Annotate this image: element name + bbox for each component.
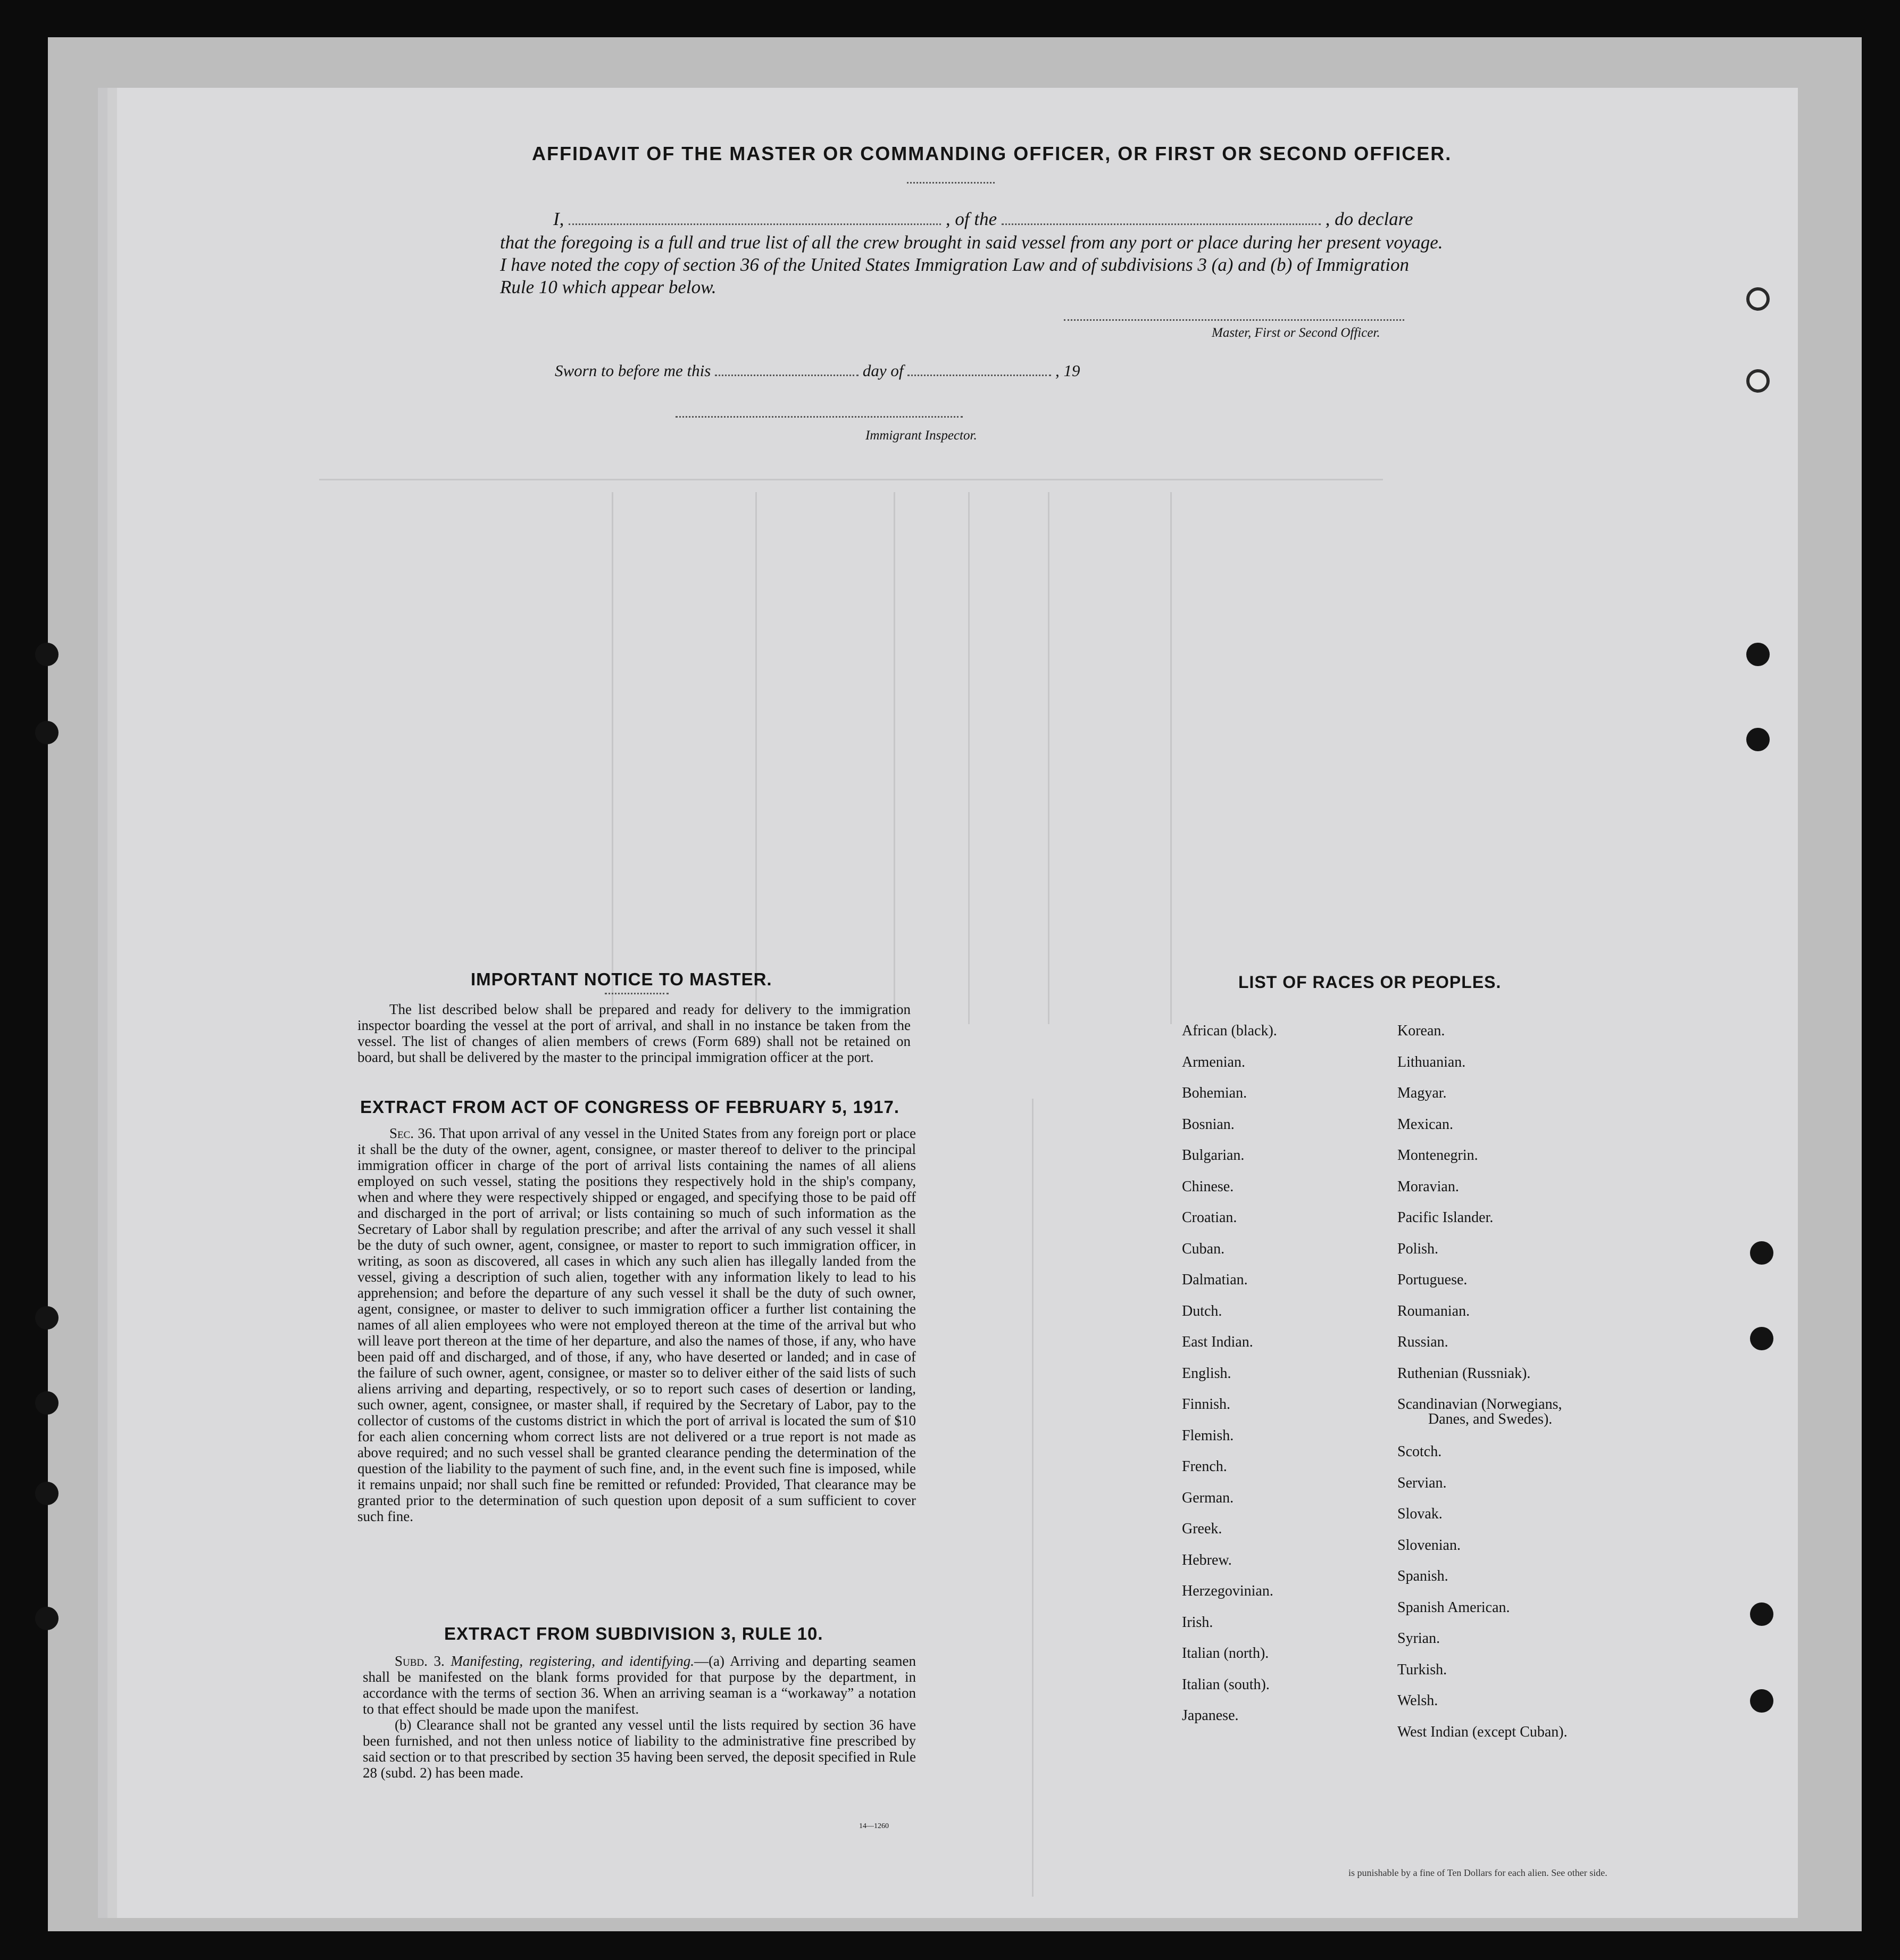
- race-entry: Mexican.: [1397, 1116, 1453, 1133]
- right-binder-hole: [1746, 728, 1770, 751]
- race-entry: Herzegovinian.: [1182, 1583, 1273, 1599]
- of-the-text: , of the: [945, 209, 997, 229]
- right-binder-hole: [1746, 643, 1770, 666]
- race-entry: African (black).: [1182, 1023, 1277, 1039]
- left-binder-hole: [35, 643, 59, 666]
- race-entry: Chinese.: [1182, 1178, 1234, 1195]
- inspector-caption: Immigrant Inspector.: [865, 428, 977, 443]
- race-entry: Italian (south).: [1182, 1676, 1270, 1693]
- affidavit-line-2: that the foregoing is a full and true list of all the crew brought in said vessel from any port or place during her present voyage.: [500, 232, 1443, 253]
- race-entry: Armenian.: [1182, 1053, 1245, 1070]
- sworn-day-text: day of: [862, 361, 904, 380]
- race-entry: Spanish American.: [1397, 1599, 1510, 1616]
- race-entry: Pacific Islander.: [1397, 1209, 1494, 1226]
- race-entry: East Indian.: [1182, 1334, 1253, 1350]
- races-heading: LIST OF RACES OR PEOPLES.: [1238, 973, 1502, 992]
- ghost-rule: [968, 492, 970, 1024]
- right-binder-hole: [1746, 287, 1770, 311]
- title-underline: [907, 182, 995, 184]
- race-entry: Bohemian.: [1182, 1085, 1247, 1101]
- master-signature-caption: Master, First or Second Officer.: [1212, 326, 1380, 340]
- race-entry: Hebrew.: [1182, 1551, 1232, 1568]
- inspector-signature-line[interactable]: [676, 416, 963, 418]
- race-entry: Welsh.: [1397, 1692, 1438, 1709]
- race-entry: Portuguese.: [1397, 1272, 1468, 1288]
- right-binder-hole: [1750, 1327, 1773, 1350]
- race-entry: English.: [1182, 1365, 1231, 1382]
- race-entry: West Indian (except Cuban).: [1397, 1723, 1568, 1740]
- affidavit-title: AFFIDAVIT OF THE MASTER OR COMMANDING OFFICER, OR FIRST OR SECOND OFFICER.: [532, 143, 1452, 164]
- ghost-rule: [319, 479, 1383, 480]
- race-entry: Bosnian.: [1182, 1116, 1235, 1133]
- subd-3-paragraph-a: [363, 1653, 916, 1717]
- ghost-rule: [1048, 492, 1049, 1024]
- race-entry: Syrian.: [1397, 1630, 1440, 1647]
- race-entry: Scandinavian (Norwegians,: [1397, 1396, 1562, 1413]
- race-entry: Spanish.: [1397, 1568, 1448, 1584]
- subd-label: Subd. 3.: [395, 1653, 445, 1669]
- sworn-prefix: Sworn to before me this: [555, 361, 711, 380]
- declarant-prefix: I,: [553, 209, 564, 229]
- races-right-column: [1397, 1023, 1568, 1755]
- left-binder-hole: [35, 1482, 59, 1505]
- race-entry: Korean.: [1397, 1023, 1445, 1039]
- ghost-rule: [612, 492, 613, 1024]
- race-entry: Finnish.: [1182, 1396, 1231, 1413]
- race-entry: Moravian.: [1397, 1178, 1459, 1195]
- subd-a-text: —(a) Arriving and departing seamen shall be manifested on the blank forms provided for that purpose by the department, in accordance with the terms of section 36. When an arriving seaman is a “workaway” a notation to that effect should be made upon the manifest.: [363, 1653, 916, 1717]
- sworn-line: [555, 361, 1080, 380]
- race-entry: Dutch.: [1182, 1302, 1222, 1319]
- race-entry: Scotch.: [1397, 1443, 1442, 1460]
- notice-text: [357, 1001, 911, 1065]
- affidavit-declaration-line: [553, 209, 1413, 230]
- sworn-year-text: , 19: [1055, 361, 1080, 380]
- race-entry: Japanese.: [1182, 1707, 1239, 1724]
- race-entry: Slovenian.: [1397, 1537, 1461, 1554]
- race-entry: Flemish.: [1182, 1427, 1234, 1444]
- right-binder-hole: [1746, 369, 1770, 393]
- ghost-rule: [755, 492, 757, 1024]
- race-entry: Dalmatian.: [1182, 1272, 1248, 1288]
- declare-text: , do declare: [1325, 209, 1413, 229]
- race-entry: Danes, and Swedes).: [1428, 1411, 1553, 1427]
- left-binder-hole: [35, 1391, 59, 1415]
- declarant-name-field[interactable]: [569, 210, 941, 225]
- race-entry: Russian.: [1397, 1334, 1448, 1350]
- race-entry: Croatian.: [1182, 1209, 1237, 1226]
- ghost-rule: [1170, 492, 1172, 1024]
- form-code: 14—1260: [859, 1822, 889, 1830]
- subd-3-paragraph-b: (b) Clearance shall not be granted any vessel until the lists required by section 36 have been furnished, and not then unless notice of liability to the administrative fine prescribed by said section or to that prescribed by section 35 having been served, the deposit specified in Rule 28 (subd. 2) has been made.: [363, 1717, 916, 1781]
- right-binder-hole: [1750, 1689, 1773, 1713]
- left-binder-hole: [35, 1607, 59, 1630]
- rule-extract-heading: EXTRACT FROM SUBDIVISION 3, RULE 10.: [444, 1624, 823, 1643]
- race-entry: Irish.: [1182, 1614, 1213, 1631]
- race-entry: Lithuanian.: [1397, 1053, 1466, 1070]
- races-left-column: [1182, 1023, 1277, 1739]
- right-binder-hole: [1750, 1602, 1773, 1626]
- left-binder-hole: [35, 1306, 59, 1330]
- race-entry: Cuban.: [1182, 1240, 1225, 1257]
- affidavit-line-3: I have noted the copy of section 36 of the United States Immigration Law and of subdivisions 3 (a) and (b) of Immigration: [500, 254, 1409, 275]
- subd-heading: Manifesting, registering, and identifying.: [451, 1653, 695, 1669]
- notice-underline: [605, 993, 669, 994]
- act-extract-text: [357, 1125, 916, 1524]
- footer-note: is punishable by a fine of Ten Dollars for each alien. See other side.: [1348, 1867, 1607, 1878]
- act-extract-heading: EXTRACT FROM ACT OF CONGRESS OF FEBRUARY 5, 1917.: [360, 1097, 900, 1117]
- race-entry: Polish.: [1397, 1240, 1439, 1257]
- notice-paragraph: The list described below shall be prepared and ready for delivery to the immigration inspector boarding the vessel at the port of arrival, and shall in no instance be taken from the vessel. The list of changes of alien members of crews (Form 689) shall not be retained on board, but shall be delivered by the master to the principal immigration officer at the port.: [357, 1001, 911, 1065]
- race-entry: Greek.: [1182, 1521, 1222, 1537]
- race-entry: Italian (north).: [1182, 1645, 1269, 1662]
- race-entry: Roumanian.: [1397, 1302, 1470, 1319]
- master-signature-line[interactable]: [1064, 319, 1404, 321]
- act-extract-paragraph: [357, 1125, 916, 1524]
- rule-extract-text: [363, 1653, 916, 1781]
- right-binder-hole: [1750, 1241, 1773, 1265]
- sworn-date-field[interactable]: [715, 361, 859, 376]
- affidavit-line-4: Rule 10 which appear below.: [500, 277, 716, 297]
- race-entry: Turkish.: [1397, 1661, 1447, 1678]
- race-entry: German.: [1182, 1489, 1234, 1506]
- race-entry: French.: [1182, 1458, 1227, 1475]
- section-36-text: That upon arrival of any vessel in the United States from any foreign port or place it shall be the duty of the owner, agent, consignee, or master thereof to deliver to the principal immigration officer in charge of the port of arrival lists containing the names of all aliens employed on such vessel, stating the positions they respectively hold in the ship's company, when and where they were respectively shipped or engaged, and specifying those to be paid off and discharged in the port of arrival; or lists containing so much of such information as the Secretary of Labor shall by regulation prescribe; and after the arrival of any such vessel it shall be the duty of such owner, agent, consignee, or master to report to such immigration officer, in writing, as soon as discovered, all cases in which any such alien has illegally landed from the vessel, giving a description of such alien, together with any information likely to lead to his apprehension; and before the departure of any such vessel it shall be the duty of such owner, agent, consignee, or master to deliver to such immigration officer a further list containing the names of all alien employees who were not employed thereon at the time of the arrival but who will leave port thereon at the time of her departure, and also the names of those, if any, who have been paid off and discharged, and of those, if any, who have deserted or landed; and in case of the failure of such owner, agent, consignee, or master so to deliver either of the said lists of such aliens arriving and departing, respectively, or so to report such cases of desertion or landing, such owner, agent, consignee, or master shall, if required by the Secretary of Labor, pay to the collector of customs of the customs district in which the port of arrival is located the sum of $10 for each alien concerning whom correct lists are not delivered or a true report is not made as above required; and no such vessel shall be granted clearance pending the determination of the question of the liability to the payment of such fine, and, in the event such fine is imposed, while it remains unpaid; nor shall such fine be remitted or refunded: Provided, That clearance may be granted prior to the determination of such question upon deposit of a sum sufficient to cover such fine.: [357, 1125, 916, 1524]
- race-entry: Ruthenian (Russniak).: [1397, 1365, 1531, 1382]
- vessel-name-field[interactable]: [1002, 210, 1321, 225]
- sworn-month-field[interactable]: [907, 361, 1051, 376]
- notice-heading: IMPORTANT NOTICE TO MASTER.: [471, 969, 772, 989]
- section-label: Sec. 36.: [389, 1125, 436, 1141]
- race-entry: Bulgarian.: [1182, 1147, 1245, 1164]
- left-binder-hole: [35, 721, 59, 744]
- race-entry: Magyar.: [1397, 1085, 1447, 1101]
- ghost-rule: [894, 492, 895, 1024]
- race-entry: Slovak.: [1397, 1506, 1443, 1522]
- race-entry: Servian.: [1397, 1474, 1447, 1491]
- ghost-rule: [1032, 1099, 1034, 1897]
- race-entry: Montenegrin.: [1397, 1147, 1478, 1164]
